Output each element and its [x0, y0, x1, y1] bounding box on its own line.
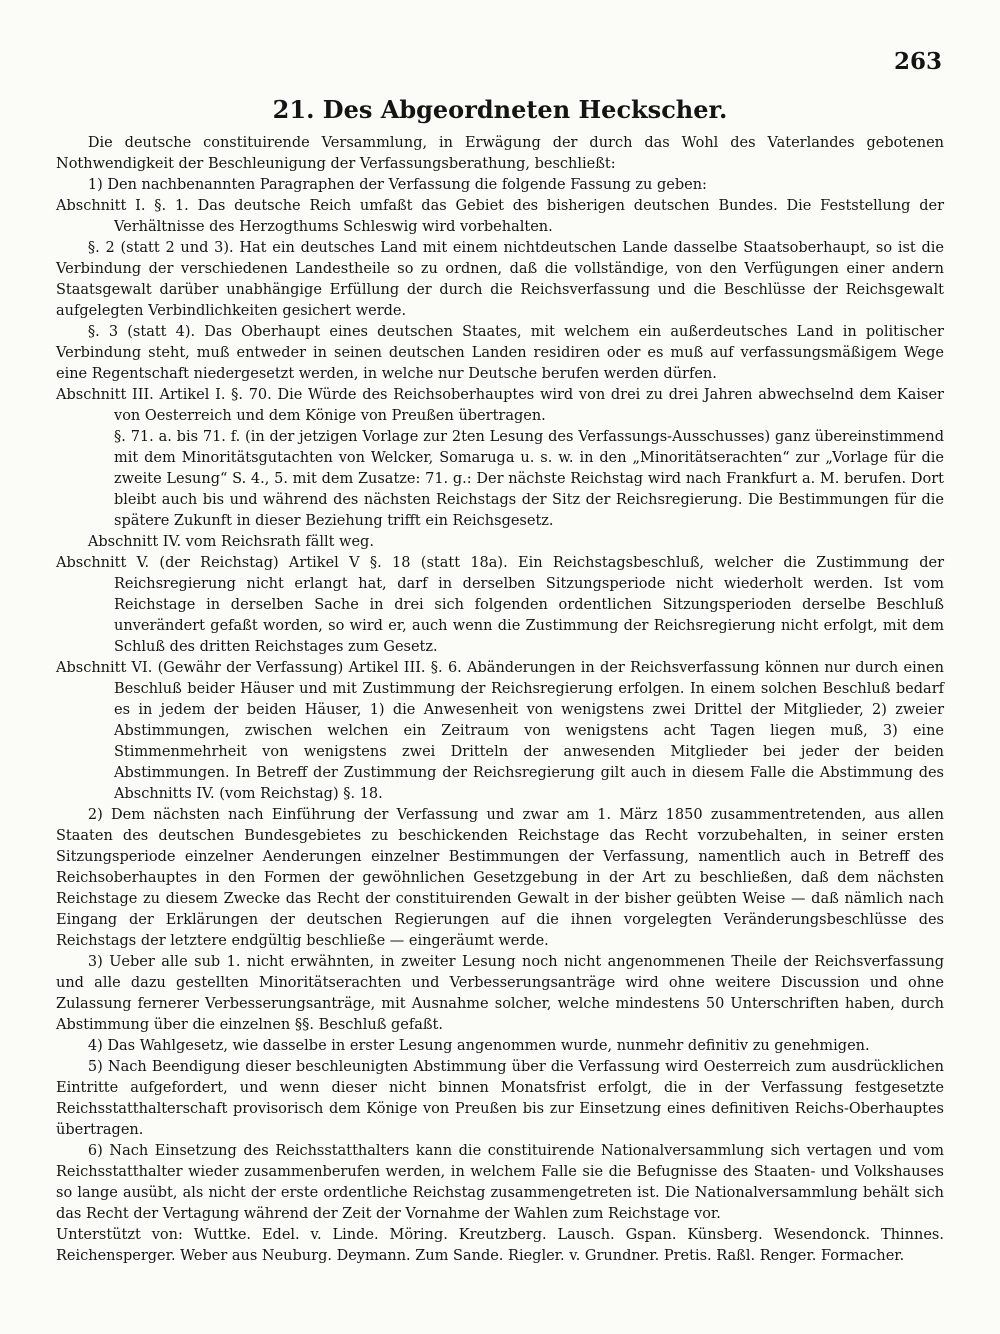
paragraph-point-5: 5) Nach Beendigung dieser beschleunigten Abstimmung über die Verfassung wird Oesterreich zum ausdrücklichen Eintritte aufgefordert, und wenn dieser nicht binnen Monatsfrist erfolgt, die in der Verfassung festgesetzte Reichsstatthalterschaft provisorisch dem Könige von Preußen bis zur Einsetzung eines definitiven Reichs-Oberhauptes übertragen. — [56, 1059, 944, 1138]
paragraph-signatories: Unterstützt von: Wuttke. Edel. v. Linde. Möring. Kreutzberg. Lausch. Gspan. Künsberg. Wesendonck. Thinnes. Reichensperger. Weber aus Neuburg. Deymann. Zum Sande. Riegler. v. Grundner. Pretis. Raßl. Renger. Formacher. — [56, 1227, 944, 1264]
page-number: 263 — [893, 48, 942, 75]
paragraph-section-2: §. 2 (statt 2 und 3). Hat ein deutsches Land mit einem nichtdeutschen Lande dasselbe Staatsoberhaupt, so ist die Verbindung der verschiedenen Landestheile so zu ordnen, daß die vollständige, von den Verfügungen einer andern Staatsgewalt darüber unabhängige Erfüllung der durch die Reichsverfassung und die Beschlüsse der Reichsgewalt aufgelegten Verbindlichkeiten gesichert werde. — [56, 240, 944, 319]
paragraph-point-3: 3) Ueber alle sub 1. nicht erwähnten, in zweiter Lesung noch nicht angenommenen Theile der Reichsverfassung und alle dazu gestellten Minoritätserachten und Verbesserungsanträge wird ohne weitere Discussion und ohne Zulassung fernerer Verbesserungsanträge, mit Ausnahme solcher, welche mindestens 50 Unterschriften haben, durch Abstimmung über die einzelnen §§. Beschluß gefaßt. — [56, 954, 944, 1033]
paragraph-section-3: §. 3 (statt 4). Das Oberhaupt eines deutschen Staates, mit welchem ein außerdeutsches Land in politischer Verbindung steht, muß entweder in seinen deutschen Landen residiren oder es muß auf verfassungsmäßigem Wege eine Regentschaft niedergesetzt werden, in welche nur Deutsche berufen werden dürfen. — [56, 324, 944, 382]
paragraph-point-6: 6) Nach Einsetzung des Reichsstatthalters kann die constituirende Nationalversammlung sich vertagen und vom Reichsstatthalter wieder zusammenberufen werden, in welchem Falle sie die Befugnisse des Staaten- und Volkshauses so lange ausübt, als nicht der erste ordentliche Reichstag zusammengetreten ist. Die Nationalversammlung behält sich das Recht der Vertagung während der Zeit der Vornahme der Wahlen zum Reichstage vor. — [56, 1143, 944, 1222]
document-body — [56, 133, 944, 1267]
paragraph-abschnitt-1: Abschnitt I. §. 1. Das deutsche Reich umfaßt das Gebiet des bisherigen deutschen Bundes. Die Feststellung der Verhältnisse des Herzogthums Schleswig wird vorbehalten. — [56, 198, 944, 235]
paragraph-abschnitt-6: Abschnitt VI. (Gewähr der Verfassung) Artikel III. §. 6. Abänderungen in der Reichsverfassung können nur durch einen Beschluß beider Häuser und mit Zustimmung der Reichsregierung erfolgen. In einem solchen Beschluß bedarf es in jedem der beiden Häuser, 1) die Anwesenheit von wenigstens zwei Drittel der Mitglieder, 2) zweier Abstimmungen, zwischen welchen ein Zeitraum von wenigstens acht Tagen liegen muß, 3) eine Stimmenmehrheit von wenigstens zwei Dritteln der anwesenden Mitglieder bei jeder der beiden Abstimmungen. In Betreff der Zustimmung der Reichsregierung gilt auch in diesem Falle die Abstimmung des Abschnitts IV. (vom Reichstag) §. 18. — [56, 660, 944, 802]
section-heading: 21. Des Abgeordneten Heckscher. — [272, 95, 728, 124]
paragraph-section-71: §. 71. a. bis 71. f. (in der jetzigen Vorlage zur 2ten Lesung des Verfassungs-Ausschusses) ganz übereinstimmend mit dem Minoritätsgutachten von Welcker, Somaruga u. s. w. in den „Minoritätserachten“ zur „Vorlage für die zweite Lesung“ S. 4., 5. mit dem Zusatze: 71. g.: Der nächste Reichstag wird nach Frankfurt a. M. berufen. Dort bleibt auch bis und während des nächsten Reichstags der Sitz der Reichsregierung. Die Bestimmungen für die spätere Zukunft in dieser Beziehung trifft ein Reichsgesetz. — [114, 429, 944, 529]
paragraph-point-2: 2) Dem nächsten nach Einführung der Verfassung und zwar am 1. März 1850 zusammentretenden, aus allen Staaten des deutschen Bundesgebietes zu beschickenden Reichstage das Recht vorzubehalten, in seiner ersten Sitzungsperiode einzelner Aenderungen einzelner Bestimmungen der Verfassung, namentlich auch in Betreff des Reichsoberhauptes in den Formen der gewöhnlichen Gesetzgebung in der Art zu beschließen, daß dem nächsten Reichstage zu diesem Zwecke das Recht der constituirenden Gewalt in der bisher geübten Weise — daß nämlich nach Eingang der Erklärungen der deutschen Regierungen auf die ihnen vorgelegten Veränderungsbeschlüsse des Reichstags der letztere endgültig beschließe — eingeräumt werde. — [56, 807, 944, 949]
paragraph-abschnitt-5: Abschnitt V. (der Reichstag) Artikel V §. 18 (statt 18a). Ein Reichstagsbeschluß, welcher die Zustimmung der Reichsregierung nicht erlangt hat, darf in derselben Sitzungsperiode nicht wiederholt werden. Ist vom Reichstage in derselben Sache in drei sich folgenden ordentlichen Sitzungsperioden derselbe Beschluß unverändert gefaßt worden, so wird er, auch wenn die Zustimmung der Reichsregierung nicht erfolgt, mit dem Schluß des dritten Reichstages zum Gesetz. — [56, 555, 944, 655]
paragraph-abschnitt-4: Abschnitt IV. vom Reichsrath fällt weg. — [87, 534, 374, 550]
paragraph-point-1: 1) Den nachbenannten Paragraphen der Verfassung die folgende Fassung zu geben: — [87, 177, 707, 193]
paragraph-preamble: Die deutsche constituirende Versammlung, in Erwägung der durch das Wohl des Vaterlandes gebotenen Nothwendigkeit der Beschleunigung der Verfassungsberathung, beschließt: — [56, 135, 944, 172]
paragraph-abschnitt-3: Abschnitt III. Artikel I. §. 70. Die Würde des Reichsoberhauptes wird von drei zu drei Jahren abwechselnd dem Kaiser von Oesterreich und dem Könige von Preußen übertragen. — [56, 387, 944, 424]
paragraph-point-4: 4) Das Wahlgesetz, wie dasselbe in erster Lesung angenommen wurde, nunmehr definitiv zu genehmigen. — [87, 1038, 870, 1054]
